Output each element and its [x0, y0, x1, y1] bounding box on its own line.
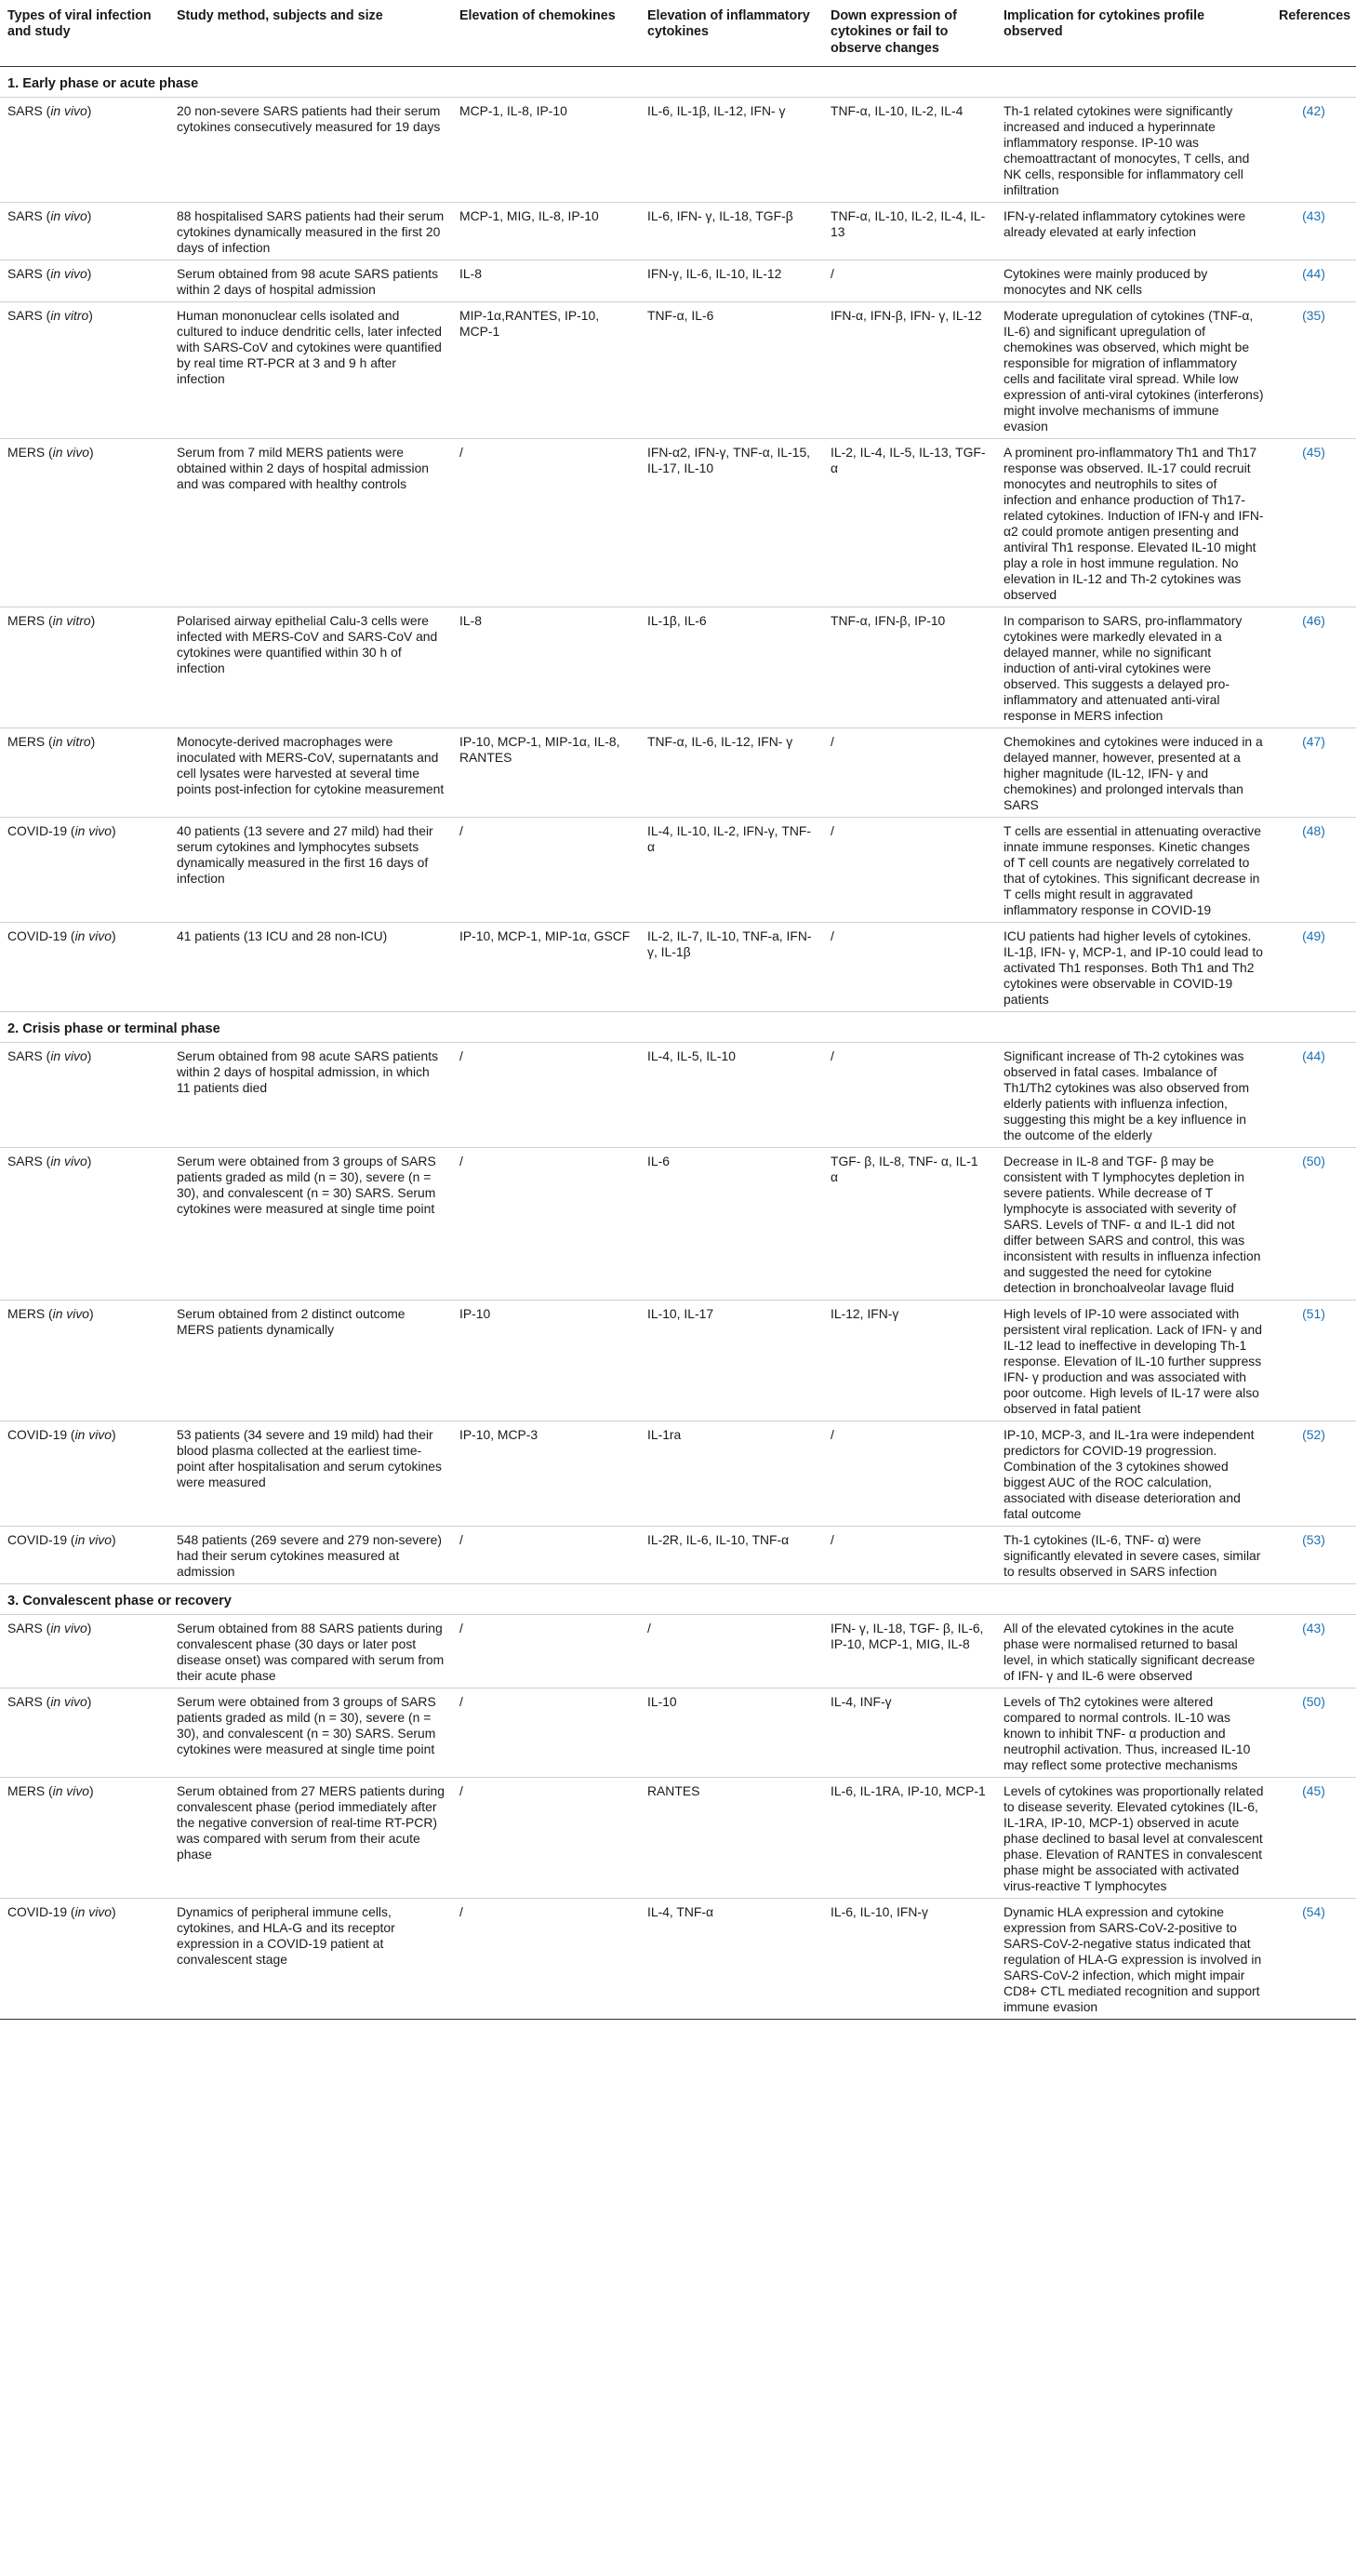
- study-type: in vivo: [74, 1427, 112, 1443]
- cell-reference: [1271, 1301, 1356, 1421]
- cell-chemokines: /: [452, 1527, 640, 1584]
- cell-method: Human mononuclear cells isolated and cultured to induce dendritic cells, later infected with SARS-CoV and cytokines were quantified by real time RT-PCR at 3 and 9 h after infection: [169, 302, 452, 439]
- header-type: Types of viral infection and study: [0, 0, 169, 67]
- study-type: in vitro: [52, 734, 91, 750]
- cell-method: 53 patients (34 severe and 19 mild) had their blood plasma collected at the earliest time-point after hospitalisation and serum cytokines were measured: [169, 1421, 452, 1527]
- reference-link[interactable]: (52): [1302, 1427, 1325, 1443]
- cell-implication: IP-10, MCP-3, and IL-1ra were independent predictors for COVID-19 progression. Combination of the 3 cytokines showed biggest AUC of the ROC calculation, associated with disease deterioration and fatal outcome: [996, 1421, 1271, 1527]
- cell-chemokines: MIP-1α,RANTES, IP-10, MCP-1: [452, 302, 640, 439]
- reference-link[interactable]: (50): [1302, 1154, 1325, 1169]
- virus-name: COVID-19: [7, 823, 68, 839]
- cell-method: Dynamics of peripheral immune cells, cytokines, and HLA-G and its receptor expression in a COVID-19 patient at convalescent stage: [169, 1899, 452, 2020]
- cell-reference: [1271, 1148, 1356, 1301]
- cell-inflammatory: IFN-α2, IFN-γ, TNF-α, IL-15, IL-17, IL-10: [640, 439, 823, 607]
- study-type: in vitro: [50, 308, 89, 324]
- cell-chemokines: /: [452, 1778, 640, 1899]
- cell-reference: [1271, 260, 1356, 302]
- cell-reference: [1271, 302, 1356, 439]
- cell-inflammatory: IL-6, IFN- γ, IL-18, TGF-β: [640, 203, 823, 260]
- cell-chemokines: MCP-1, MIG, IL-8, IP-10: [452, 203, 640, 260]
- cell-implication: Dynamic HLA expression and cytokine expression from SARS-CoV-2-positive to SARS-CoV-2-negative status indicated that regulation of HLA-G expression is involved in SARS-CoV-2 infection, which might impair CD8+ CTL mediated recognition and support immune evasion: [996, 1899, 1271, 2020]
- cell-type: SARS (in vivo): [0, 1688, 169, 1778]
- header-method: Study method, subjects and size: [169, 0, 452, 67]
- cell-reference: [1271, 1899, 1356, 2020]
- phase-title: 1. Early phase or acute phase: [0, 67, 1356, 98]
- cell-method: Serum were obtained from 3 groups of SARS patients graded as mild (n = 30), severe (n = 30), and convalescent (n = 30) SARS. Serum cytokines were measured at single time point: [169, 1148, 452, 1301]
- cell-down-expression: IL-12, IFN-γ: [823, 1301, 996, 1421]
- cell-method: Serum from 7 mild MERS patients were obtained within 2 days of hospital admission and was compared with healthy controls: [169, 439, 452, 607]
- table-row: [0, 203, 1356, 260]
- cell-inflammatory: IL-2R, IL-6, IL-10, TNF-α: [640, 1527, 823, 1584]
- cell-type: SARS (in vivo): [0, 1148, 169, 1301]
- cell-down-expression: /: [823, 923, 996, 1012]
- cell-method: Serum obtained from 98 acute SARS patients within 2 days of hospital admission: [169, 260, 452, 302]
- phase-heading-row: [0, 1012, 1356, 1043]
- cell-implication: Chemokines and cytokines were induced in a delayed manner, however, presented at a higher magnitude (IL-12, IFN- γ and chemokines) and prolonged intervals than SARS: [996, 728, 1271, 818]
- cell-method: Serum obtained from 98 acute SARS patients within 2 days of hospital admission, in which 11 patients died: [169, 1043, 452, 1148]
- virus-name: SARS: [7, 103, 43, 119]
- study-type: in vivo: [50, 1694, 87, 1710]
- cell-inflammatory: IL-4, TNF-α: [640, 1899, 823, 2020]
- study-type: in vivo: [50, 266, 87, 282]
- cell-type: COVID-19 (in vivo): [0, 1899, 169, 2020]
- reference-link[interactable]: (44): [1302, 266, 1325, 282]
- table-row: [0, 1527, 1356, 1584]
- cell-down-expression: IL-2, IL-4, IL-5, IL-13, TGF-α: [823, 439, 996, 607]
- cell-chemokines: /: [452, 1899, 640, 2020]
- cell-method: Serum were obtained from 3 groups of SARS patients graded as mild (n = 30), severe (n = 30), and convalescent (n = 30) SARS. Serum cytokines were measured at single time point: [169, 1688, 452, 1778]
- table-row: [0, 923, 1356, 1012]
- reference-link[interactable]: (46): [1302, 613, 1325, 629]
- cell-type: MERS (in vitro): [0, 607, 169, 728]
- virus-name: MERS: [7, 1306, 46, 1322]
- study-type: in vivo: [74, 823, 112, 839]
- cell-implication: A prominent pro-inflammatory Th1 and Th17 response was observed. IL-17 could recruit monocytes and neutrophils to sites of infection and enhance production of Th17-related cytokines. Induction of IFN-γ and IFN-α2 could promote antigen presenting and antiviral Th1 response. Elevated IL-10 might play a role in host immune regulation. No elevation in IL-12 and Th-2 cytokines was observed: [996, 439, 1271, 607]
- reference-link[interactable]: (43): [1302, 1621, 1325, 1636]
- cell-reference: [1271, 98, 1356, 203]
- study-type: in vivo: [50, 1154, 87, 1169]
- cell-type: COVID-19 (in vivo): [0, 818, 169, 923]
- cell-type: MERS (in vitro): [0, 728, 169, 818]
- cell-method: 548 patients (269 severe and 279 non-severe) had their serum cytokines measured at admission: [169, 1527, 452, 1584]
- cell-inflammatory: /: [640, 1615, 823, 1688]
- cell-type: SARS (in vivo): [0, 203, 169, 260]
- virus-name: SARS: [7, 308, 43, 324]
- cell-inflammatory: IL-10: [640, 1688, 823, 1778]
- header-chemokines: Elevation of chemokines: [452, 0, 640, 67]
- cell-down-expression: TGF- β, IL-8, TNF- α, IL-1 α: [823, 1148, 996, 1301]
- cell-down-expression: TNF-α, IL-10, IL-2, IL-4: [823, 98, 996, 203]
- cell-chemokines: IL-8: [452, 607, 640, 728]
- virus-name: MERS: [7, 445, 46, 460]
- header-row: [0, 0, 1356, 67]
- cell-implication: T cells are essential in attenuating overactive innate immune responses. Kinetic changes of T cell counts are negatively correlated to that of cytokines. This significant decrease in T cells might result in aggravated inflammatory response in COVID-19: [996, 818, 1271, 923]
- virus-name: COVID-19: [7, 928, 68, 944]
- reference-link[interactable]: (53): [1302, 1532, 1325, 1548]
- cell-down-expression: /: [823, 728, 996, 818]
- study-type: in vivo: [74, 1904, 112, 1920]
- cell-chemokines: /: [452, 818, 640, 923]
- cell-inflammatory: IL-1β, IL-6: [640, 607, 823, 728]
- virus-name: SARS: [7, 1621, 43, 1636]
- reference-link[interactable]: (48): [1302, 823, 1325, 839]
- study-type: in vitro: [52, 613, 91, 629]
- study-type: in vivo: [50, 103, 87, 119]
- cell-inflammatory: IL-1ra: [640, 1421, 823, 1527]
- virus-name: MERS: [7, 734, 46, 750]
- cell-method: 20 non-severe SARS patients had their serum cytokines consecutively measured for 19 days: [169, 98, 452, 203]
- cell-implication: All of the elevated cytokines in the acute phase were normalised returned to basal level, in which statically significant decrease of IFN- γ and IL-6 were observed: [996, 1615, 1271, 1688]
- cell-inflammatory: IL-4, IL-5, IL-10: [640, 1043, 823, 1148]
- cell-chemokines: IL-8: [452, 260, 640, 302]
- virus-name: SARS: [7, 208, 43, 224]
- table-row: [0, 1301, 1356, 1421]
- cell-reference: [1271, 1527, 1356, 1584]
- header-down-expression: Down expression of cytokines or fail to observe changes: [823, 0, 996, 67]
- cell-method: Serum obtained from 27 MERS patients during convalescent phase (period immediately after the negative conversion of real-time RT-PCR) was compared with serum from their acute phase: [169, 1778, 452, 1899]
- cell-implication: Decrease in IL-8 and TGF- β may be consistent with T lymphocytes depletion in severe patients. While decrease of T lymphocyte is associated with severity of SARS. Levels of TNF- α and IL-1 did not differ between SARS and control, this was inconsistent with results in influenza infection and suggested the need for cytokine detection in bronchoalveolar lavage fluid: [996, 1148, 1271, 1301]
- cell-type: SARS (in vivo): [0, 1043, 169, 1148]
- cell-implication: High levels of IP-10 were associated with persistent viral replication. Lack of IFN- γ and IL-12 lead to ineffective in developing Th-1 response. Elevation of IL-10 further suppress IFN- γ production and was associated with poor outcome. High levels of IL-17 were also observed in fatal patient: [996, 1301, 1271, 1421]
- study-type: in vivo: [52, 445, 90, 460]
- reference-link[interactable]: (43): [1302, 208, 1325, 224]
- cell-implication: Levels of cytokines was proportionally related to disease severity. Elevated cytokines (IL-6, IL-1RA, IP-10, MCP-1) observed in acute phase declined to basal level at convalescent phase. Elevation of RANTES in convalescent phase might be associated with activated virus-reactive T lymphocytes: [996, 1778, 1271, 1899]
- cell-reference: [1271, 923, 1356, 1012]
- study-type: in vivo: [74, 1532, 112, 1548]
- phase-heading-row: [0, 1584, 1356, 1615]
- cell-implication: Significant increase of Th-2 cytokines was observed in fatal cases. Imbalance of Th1/Th2 cytokines was also observed from elderly patients with influenza infection, suggesting this might be a key influence in the outcome of the elderly: [996, 1043, 1271, 1148]
- reference-link[interactable]: (42): [1302, 103, 1325, 119]
- cell-implication: Th-1 related cytokines were significantly increased and induced a hyperinnate inflammatory response. IP-10 was chemoattractant of monocytes, T cells, and NK cells, responsible for inflammatory cell infiltration: [996, 98, 1271, 203]
- cell-reference: [1271, 439, 1356, 607]
- study-type: in vivo: [50, 1048, 87, 1064]
- header-references: References: [1271, 0, 1356, 67]
- cell-type: COVID-19 (in vivo): [0, 1527, 169, 1584]
- cell-inflammatory: IL-4, IL-10, IL-2, IFN-γ, TNF-α: [640, 818, 823, 923]
- cell-implication: ICU patients had higher levels of cytokines. IL-1β, IFN- γ, MCP-1, and IP-10 could lead to activated Th1 responses. Both Th1 and Th2 cytokines were observable in COVID-19 patients: [996, 923, 1271, 1012]
- reference-link[interactable]: (50): [1302, 1694, 1325, 1710]
- cell-reference: [1271, 607, 1356, 728]
- cell-chemokines: /: [452, 1148, 640, 1301]
- reference-link[interactable]: (51): [1302, 1306, 1325, 1322]
- cell-method: 88 hospitalised SARS patients had their serum cytokines dynamically measured in the first 20 days of infection: [169, 203, 452, 260]
- reference-link[interactable]: (35): [1302, 308, 1325, 324]
- cell-chemokines: /: [452, 439, 640, 607]
- cell-inflammatory: TNF-α, IL-6: [640, 302, 823, 439]
- cell-reference: [1271, 1421, 1356, 1527]
- cell-down-expression: /: [823, 260, 996, 302]
- virus-name: COVID-19: [7, 1532, 68, 1548]
- table-row: [0, 439, 1356, 607]
- study-type: in vivo: [74, 928, 112, 944]
- cell-type: MERS (in vivo): [0, 1301, 169, 1421]
- cell-down-expression: TNF-α, IFN-β, IP-10: [823, 607, 996, 728]
- study-type: in vivo: [50, 1621, 87, 1636]
- table-row: [0, 260, 1356, 302]
- cell-type: SARS (in vitro): [0, 302, 169, 439]
- study-type: in vivo: [52, 1306, 90, 1322]
- cell-reference: [1271, 1043, 1356, 1148]
- cell-implication: In comparison to SARS, pro-inflammatory cytokines were markedly elevated in a delayed manner, while no significant induction of anti-viral cytokines were observed. This suggests a delayed pro-inflammatory and attenuated anti-viral response in MERS infection: [996, 607, 1271, 728]
- cell-chemokines: /: [452, 1615, 640, 1688]
- phase-title: 2. Crisis phase or terminal phase: [0, 1012, 1356, 1043]
- study-type: in vivo: [50, 208, 87, 224]
- cell-down-expression: /: [823, 1043, 996, 1148]
- table-body: [0, 67, 1356, 2020]
- cell-reference: [1271, 1688, 1356, 1778]
- cell-implication: Moderate upregulation of cytokines (TNF-α, IL-6) and significant upregulation of chemokines was observed, which might be responsible for migration of inflammatory cells and facilitate viral spread. While low expression of anti-viral cytokines (interferons) might involve mechanisms of immune evasion: [996, 302, 1271, 439]
- virus-name: MERS: [7, 613, 46, 629]
- cell-inflammatory: IL-10, IL-17: [640, 1301, 823, 1421]
- cell-implication: Th-1 cytokines (IL-6, TNF- α) were significantly elevated in severe cases, similar to results observed in SARS infection: [996, 1527, 1271, 1584]
- table-row: [0, 1615, 1356, 1688]
- table-row: [0, 1899, 1356, 2020]
- cell-chemokines: /: [452, 1688, 640, 1778]
- table-row: [0, 98, 1356, 203]
- cell-type: SARS (in vivo): [0, 260, 169, 302]
- virus-name: COVID-19: [7, 1904, 68, 1920]
- cell-down-expression: /: [823, 1421, 996, 1527]
- cell-inflammatory: IL-6: [640, 1148, 823, 1301]
- cell-type: MERS (in vivo): [0, 1778, 169, 1899]
- cell-down-expression: TNF-α, IL-10, IL-2, IL-4, IL-13: [823, 203, 996, 260]
- cell-chemokines: IP-10: [452, 1301, 640, 1421]
- cell-method: Serum obtained from 88 SARS patients during convalescent phase (30 days or later post disease onset) was compared with serum from their acute phase: [169, 1615, 452, 1688]
- table-row: [0, 1148, 1356, 1301]
- cell-reference: [1271, 1615, 1356, 1688]
- cell-type: SARS (in vivo): [0, 1615, 169, 1688]
- cell-implication: Levels of Th2 cytokines were altered compared to normal controls. IL-10 was known to inhibit TNF- α production and neutrophil activation. Thus, increased IL-10 may reflect some protective mechanisms: [996, 1688, 1271, 1778]
- cell-chemokines: /: [452, 1043, 640, 1148]
- phase-title: 3. Convalescent phase or recovery: [0, 1584, 1356, 1615]
- cell-reference: [1271, 728, 1356, 818]
- cell-reference: [1271, 818, 1356, 923]
- table-row: [0, 302, 1356, 439]
- table-row: [0, 1421, 1356, 1527]
- cell-down-expression: /: [823, 818, 996, 923]
- cell-method: Monocyte-derived macrophages were inoculated with MERS-CoV, supernatants and cell lysates were harvested at several time points post-infection for cytokine measurement: [169, 728, 452, 818]
- cell-reference: [1271, 1778, 1356, 1899]
- cell-inflammatory: IL-2, IL-7, IL-10, TNF-a, IFN-γ, IL-1β: [640, 923, 823, 1012]
- virus-name: SARS: [7, 266, 43, 282]
- reference-link[interactable]: (45): [1302, 1783, 1325, 1799]
- cell-down-expression: IFN- γ, IL-18, TGF- β, IL-6, IP-10, MCP-1, MIG, IL-8: [823, 1615, 996, 1688]
- cell-implication: IFN-γ-related inflammatory cytokines were already elevated at early infection: [996, 203, 1271, 260]
- cell-down-expression: IFN-α, IFN-β, IFN- γ, IL-12: [823, 302, 996, 439]
- cell-reference: [1271, 203, 1356, 260]
- cell-inflammatory: IFN-γ, IL-6, IL-10, IL-12: [640, 260, 823, 302]
- table-row: [0, 728, 1356, 818]
- cell-down-expression: /: [823, 1527, 996, 1584]
- reference-link[interactable]: (47): [1302, 734, 1325, 750]
- cell-inflammatory: RANTES: [640, 1778, 823, 1899]
- cell-inflammatory: TNF-α, IL-6, IL-12, IFN- γ: [640, 728, 823, 818]
- cell-down-expression: IL-4, INF-γ: [823, 1688, 996, 1778]
- cell-chemokines: IP-10, MCP-1, MIP-1α, IL-8, RANTES: [452, 728, 640, 818]
- table-row: [0, 818, 1356, 923]
- cell-method: Polarised airway epithelial Calu-3 cells were infected with MERS-CoV and SARS-CoV and cytokines were quantified within 30 h of infection: [169, 607, 452, 728]
- cell-type: COVID-19 (in vivo): [0, 1421, 169, 1527]
- cell-chemokines: IP-10, MCP-1, MIP-1α, GSCF: [452, 923, 640, 1012]
- table-row: [0, 1688, 1356, 1778]
- virus-name: MERS: [7, 1783, 46, 1799]
- header-implication: Implication for cytokines profile observed: [996, 0, 1271, 67]
- cell-inflammatory: IL-6, IL-1β, IL-12, IFN- γ: [640, 98, 823, 203]
- cell-method: 40 patients (13 severe and 27 mild) had their serum cytokines and lymphocytes subsets dynamically measured in the first 16 days of infection: [169, 818, 452, 923]
- virus-name: SARS: [7, 1154, 43, 1169]
- table-row: [0, 607, 1356, 728]
- table-row: [0, 1043, 1356, 1148]
- cell-down-expression: IL-6, IL-1RA, IP-10, MCP-1: [823, 1778, 996, 1899]
- cell-method: Serum obtained from 2 distinct outcome MERS patients dynamically: [169, 1301, 452, 1421]
- study-type: in vivo: [52, 1783, 90, 1799]
- phase-heading-row: [0, 67, 1356, 98]
- cell-chemokines: IP-10, MCP-3: [452, 1421, 640, 1527]
- cell-type: SARS (in vivo): [0, 98, 169, 203]
- cell-method: 41 patients (13 ICU and 28 non-ICU): [169, 923, 452, 1012]
- virus-name: COVID-19: [7, 1427, 68, 1443]
- cell-chemokines: MCP-1, IL-8, IP-10: [452, 98, 640, 203]
- reference-link[interactable]: (44): [1302, 1048, 1325, 1064]
- cell-down-expression: IL-6, IL-10, IFN-γ: [823, 1899, 996, 2020]
- cell-type: COVID-19 (in vivo): [0, 923, 169, 1012]
- cell-implication: Cytokines were mainly produced by monocytes and NK cells: [996, 260, 1271, 302]
- virus-name: SARS: [7, 1694, 43, 1710]
- reference-link[interactable]: (49): [1302, 928, 1325, 944]
- table-header: [0, 0, 1356, 67]
- virus-name: SARS: [7, 1048, 43, 1064]
- cell-type: MERS (in vivo): [0, 439, 169, 607]
- reference-link[interactable]: (45): [1302, 445, 1325, 460]
- table-row: [0, 1778, 1356, 1899]
- header-inflammatory: Elevation of inflammatory cytokines: [640, 0, 823, 67]
- reference-link[interactable]: (54): [1302, 1904, 1325, 1920]
